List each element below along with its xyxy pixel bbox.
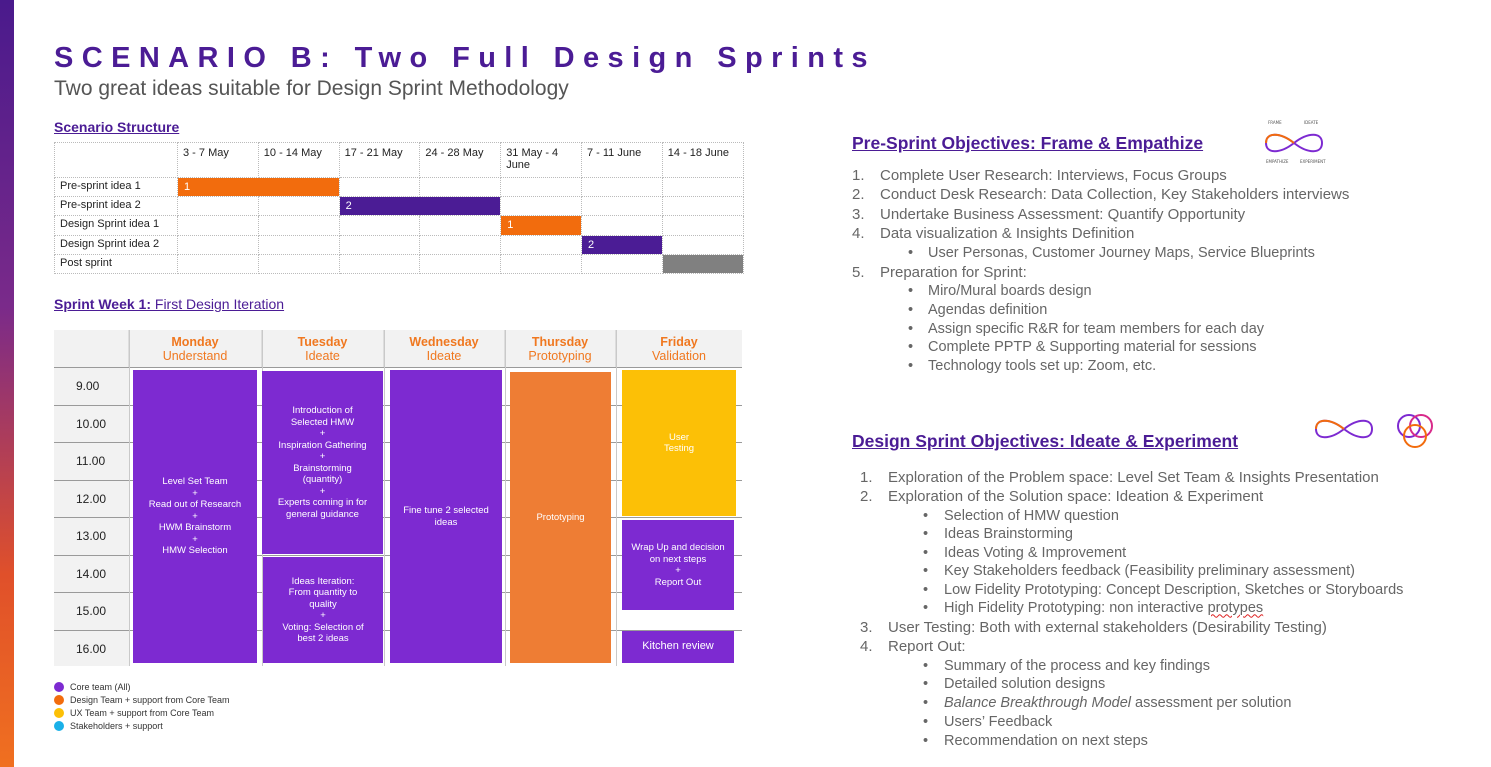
list-subitem: • Users’ Feedback xyxy=(860,713,1403,732)
gantt-cell xyxy=(581,235,662,254)
scenario-gantt-table xyxy=(54,142,744,274)
friday-user-testing-block: User Testing xyxy=(622,370,736,516)
day-header: Wednesday Ideate xyxy=(384,330,505,367)
gantt-bar: 2 xyxy=(582,236,662,254)
list-item: 3. User Testing: Both with external stakeholders (Desirability Testing) xyxy=(860,618,1327,636)
column-divider xyxy=(505,330,506,666)
legend-dot xyxy=(54,721,64,731)
gantt-week: 24 - 28 May xyxy=(420,143,501,178)
list-subitem: • Ideas Brainstorming xyxy=(860,525,1403,544)
time-label: 14.00 xyxy=(76,566,107,581)
time-label: 13.00 xyxy=(76,529,107,543)
time-label: 10.00 xyxy=(76,416,107,431)
gantt-row-label: Pre-sprint idea 2 xyxy=(55,197,178,216)
time-label: 16.00 xyxy=(76,641,107,656)
legend-item: Stakeholders + support xyxy=(54,719,230,732)
friday-kitchen-review-block: Kitchen review xyxy=(622,631,734,663)
list-item: 1. Exploration of the Problem space: Level Set Team & Insights Presentation xyxy=(860,469,1379,486)
list-subitem: • Ideas Voting & Improvement xyxy=(860,544,1403,563)
logo-label: EXPERIMENT xyxy=(1300,159,1326,164)
list-subitem: • High Fidelity Prototyping: non interactive protypes xyxy=(860,599,1403,618)
gantt-header-row xyxy=(55,143,744,178)
pre-sprint-heading: Pre-Sprint Objectives: Frame & Empathize xyxy=(852,133,1204,153)
day-header: Tuesday Ideate xyxy=(262,330,384,367)
gantt-week: 14 - 18 June xyxy=(662,143,743,178)
gantt-bar: 1 xyxy=(501,216,581,234)
time-label: 12.00 xyxy=(76,491,107,506)
sprint-week-label: Sprint Week 1: xyxy=(54,296,151,312)
tuesday-morning-block: Introduction of Selected HMW + Inspiration Gathering + Brainstorming (quantity) + Experts coming in for general guidance xyxy=(262,371,383,554)
column-divider xyxy=(129,330,130,666)
side-accent-bar xyxy=(0,0,14,767)
gantt-row xyxy=(55,197,744,216)
wednesday-block: Fine tune 2 selected ideas xyxy=(390,370,502,663)
list-subitem: • User Personas, Customer Journey Maps, Service Blueprints xyxy=(852,244,1349,263)
list-item: 3. Undertake Business Assessment: Quantify Opportunity xyxy=(852,205,1246,223)
gantt-row-label: Post sprint xyxy=(55,254,178,273)
logo-label: IDEATE xyxy=(1304,120,1319,125)
list-subitem: • Key Stakeholders feedback (Feasibility preliminary assessment) xyxy=(860,562,1403,581)
design-sprint-heading: Design Sprint Objectives: Ideate & Experiment xyxy=(852,431,1239,451)
list-item: 4. Data visualization & Insights Definition xyxy=(852,225,1135,243)
gantt-week: 17 - 21 May xyxy=(339,143,420,178)
time-label: 9.00 xyxy=(76,379,100,393)
list-item: 2. Exploration of the Solution space: Ideation & Experiment xyxy=(860,488,1264,506)
list-subitem: • Agendas definition xyxy=(852,301,1349,320)
scenario-structure-heading: Scenario Structure xyxy=(54,119,180,135)
gantt-row-label: Design Sprint idea 2 xyxy=(55,235,178,254)
legend-dot xyxy=(54,708,64,718)
gantt-row xyxy=(55,178,744,197)
list-item: 2. Conduct Desk Research: Data Collection, Key Stakeholders interviews xyxy=(852,186,1350,204)
venn-diagram-logo xyxy=(1392,408,1438,454)
gantt-row xyxy=(55,235,744,254)
list-subitem: • Assign specific R&R for team members for each day xyxy=(852,320,1349,339)
list-item: 4. Report Out: xyxy=(860,638,966,656)
gantt-week: 31 May - 4 June xyxy=(501,143,582,178)
pre-sprint-list xyxy=(852,166,1349,375)
list-subitem: • Technology tools set up: Zoom, etc. xyxy=(852,357,1349,376)
day-header: Monday Understand xyxy=(129,330,262,367)
gantt-bar: 1 xyxy=(178,178,339,196)
sprint-week-schedule xyxy=(54,330,742,666)
tuesday-afternoon-block: Ideas Iteration: From quantity to quality + Voting: Selection of best 2 ideas xyxy=(263,557,383,663)
thursday-block: Prototyping xyxy=(510,372,611,663)
page-title: SCENARIO B: Two Full Design Sprints xyxy=(54,42,876,74)
list-subitem: • Miro/Mural boards design xyxy=(852,282,1349,301)
legend-item: Design Team + support from Core Team xyxy=(54,693,230,706)
gantt-corner xyxy=(55,143,178,178)
monday-block: Level Set Team + Read out of Research + HWM Brainstorm + HMW Selection xyxy=(133,370,257,663)
column-divider xyxy=(384,330,385,666)
time-label: 11.00 xyxy=(76,454,106,468)
frame-ideate-infinity-logo xyxy=(1258,118,1330,166)
day-header: Friday Validation xyxy=(616,330,742,367)
design-sprint-list xyxy=(860,468,1403,751)
gantt-cell xyxy=(178,178,259,197)
sprint-week-heading xyxy=(54,296,284,312)
day-header: Thursday Prototyping xyxy=(505,330,616,367)
gantt-week: 10 - 14 May xyxy=(258,143,339,178)
list-subitem: • Selection of HMW question xyxy=(860,507,1403,526)
list-subitem: • Detailed solution designs xyxy=(860,675,1403,694)
list-item: 1. Complete User Research: Interviews, Focus Groups xyxy=(852,167,1227,184)
list-subitem: • Low Fidelity Prototyping: Concept Description, Sketches or Storyboards xyxy=(860,581,1403,600)
list-item: 5. Preparation for Sprint: xyxy=(852,264,1027,282)
gantt-bar xyxy=(663,255,743,273)
time-header xyxy=(54,330,129,367)
sprint-week-suffix: First Design Iteration xyxy=(151,296,285,312)
frame-ideate-infinity-logo xyxy=(1308,404,1380,452)
legend-item: UX Team + support from Core Team xyxy=(54,706,230,719)
gantt-week: 7 - 11 June xyxy=(581,143,662,178)
time-label: 15.00 xyxy=(76,604,107,618)
gantt-row xyxy=(55,216,744,235)
logo-label: FRAME xyxy=(1268,120,1282,125)
schedule-legend xyxy=(54,680,230,732)
gantt-cell xyxy=(339,197,420,216)
gantt-cell xyxy=(662,254,743,273)
list-subitem: • Summary of the process and key findings xyxy=(860,657,1403,676)
gantt-row-label: Design Sprint idea 1 xyxy=(55,216,178,235)
legend-dot xyxy=(54,695,64,705)
legend-item: Core team (All) xyxy=(54,680,230,693)
logo-label: EMPATHIZE xyxy=(1266,159,1289,164)
gantt-bar: 2 xyxy=(340,197,501,215)
friday-wrap-up-block: Wrap Up and decision on next steps + Report Out xyxy=(622,520,734,610)
page-subtitle: Two great ideas suitable for Design Sprint Methodology xyxy=(54,77,569,100)
gantt-row-label: Pre-sprint idea 1 xyxy=(55,178,178,197)
legend-dot xyxy=(54,682,64,692)
gantt-week: 3 - 7 May xyxy=(178,143,259,178)
gantt-row xyxy=(55,254,744,273)
column-divider xyxy=(616,330,617,666)
list-subitem: • Balance Breakthrough Model assessment per solution xyxy=(860,694,1403,713)
gantt-cell xyxy=(501,216,582,235)
list-subitem: • Complete PPTP & Supporting material for sessions xyxy=(852,338,1349,357)
list-subitem: • Recommendation on next steps xyxy=(860,732,1403,751)
